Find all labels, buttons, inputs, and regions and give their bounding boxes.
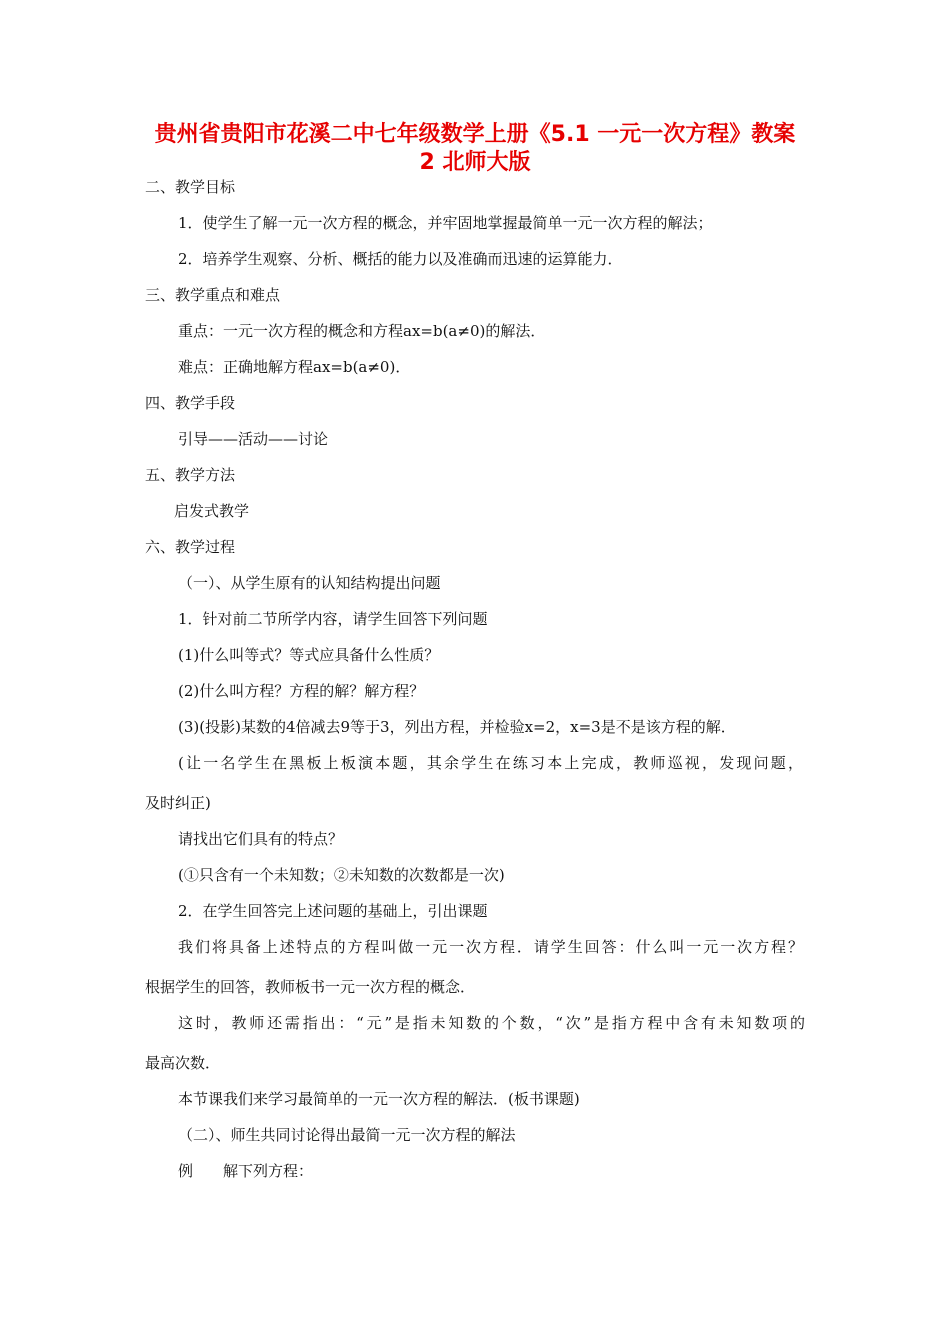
section-heading-objectives: 二、教学目标 [145, 178, 236, 196]
document-title-line-2: 2 北师大版 [419, 150, 531, 175]
question-1: (1)什么叫等式？等式应具备什么性质？ [178, 646, 440, 664]
paragraph: 这时，教师还需指出：“元”是指未知数的个数，“次”是指方程中含有未知数项的 [178, 1014, 805, 1032]
section-heading-method: 五、教学方法 [145, 466, 236, 484]
teaching-means: 引导——活动——讨论 [178, 430, 329, 448]
teaching-method: 启发式教学 [174, 502, 250, 520]
paragraph: 我们将具备上述特点的方程叫做一元一次方程．请学生回答：什么叫一元一次方程？ [178, 938, 803, 956]
document-title-line-1: 贵州省贵阳市花溪二中七年级数学上册《5.1 一元一次方程》教案 [154, 122, 796, 147]
objective-1: 1．使学生了解一元一次方程的概念，并牢固地掌握最简单一元一次方程的解法； [178, 214, 713, 232]
paragraph: 请找出它们具有的特点？ [178, 830, 344, 848]
paragraph: 1．针对前二节所学内容，请学生回答下列问题 [178, 610, 488, 628]
paragraph: (①只含有一个未知数；②未知数的次数都是一次) [178, 866, 505, 884]
section-heading-means: 四、教学手段 [145, 394, 236, 412]
paragraph: 最高次数． [145, 1054, 221, 1072]
paragraph: 本节课我们来学习最简单的一元一次方程的解法．(板书课题) [178, 1090, 580, 1108]
paragraph: 及时纠正) [145, 794, 211, 812]
key-point: 重点：一元一次方程的概念和方程ax=b(a≠0)的解法． [178, 322, 546, 340]
subsection-heading-2: （二）、师生共同讨论得出最简一元一次方程的解法 [178, 1126, 516, 1144]
question-2: (2)什么叫方程？方程的解？解方程？ [178, 682, 425, 700]
difficult-point: 难点：正确地解方程ax=b(a≠0)． [178, 358, 411, 376]
paragraph: (让一名学生在黑板上板演本题，其余学生在练习本上完成，教师巡视，发现问题， [178, 754, 803, 772]
paragraph: 2．在学生回答完上述问题的基础上，引出课题 [178, 902, 488, 920]
subsection-heading-1: （一）、从学生原有的认知结构提出问题 [178, 574, 441, 592]
paragraph: 根据学生的回答，教师板书一元一次方程的概念． [145, 978, 476, 996]
objective-2: 2．培养学生观察、分析、概括的能力以及准确而迅速的运算能力． [178, 250, 623, 268]
question-3: (3)(投影)某数的4倍减去9等于3，列出方程，并检验x=2，x=3是不是该方程的解． [178, 718, 736, 736]
section-heading-process: 六、教学过程 [145, 538, 236, 556]
example-heading: 例 解下列方程： [178, 1162, 314, 1180]
section-heading-key-points: 三、教学重点和难点 [145, 286, 281, 304]
